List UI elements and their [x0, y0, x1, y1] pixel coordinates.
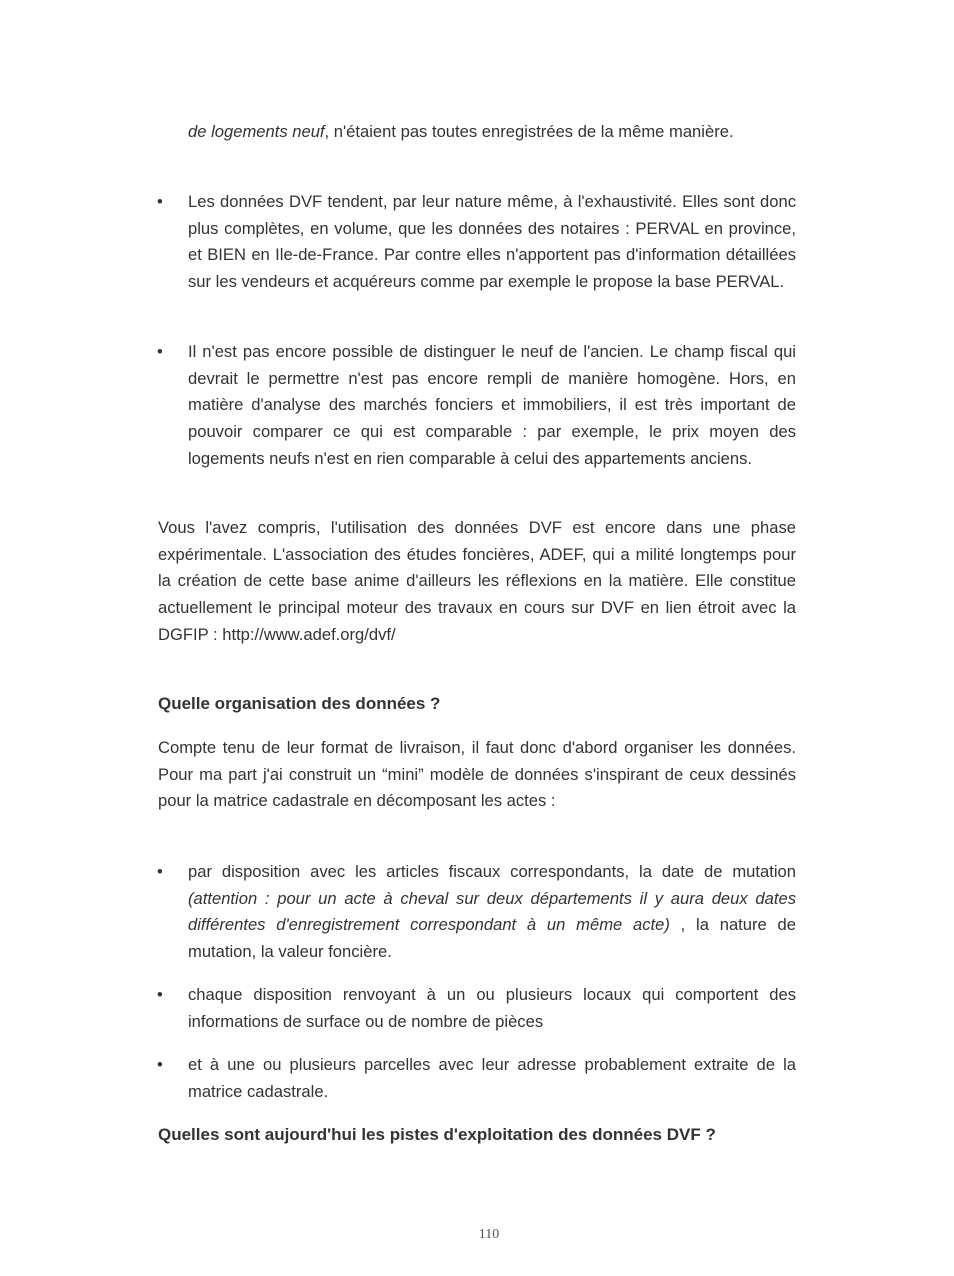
bullet-locaux	[157, 982, 796, 1035]
heading-pistes: Quelles sont aujourd'hui les pistes d'exploitation des données DVF ?	[158, 1125, 716, 1144]
text: Les données DVF tendent, par leur nature même, à l'exhaustivité. Elles sont donc plus complètes, en volume, que les données des notaires : PERVAL en province, et BIEN en Ile-de-France. Par contre elles n'apportent pas d'information détaillées sur les vendeurs et acquéreurs comme par exemple le propose la base PERVAL.	[188, 192, 796, 292]
bullet-icon: •	[157, 192, 163, 211]
bullet-neuf-ancien	[157, 339, 796, 473]
text: , la nature de mutation, la valeur foncière.	[188, 915, 796, 962]
page-number: 110	[478, 1227, 500, 1242]
bullet-icon: •	[157, 862, 163, 881]
bullet-continuation	[188, 119, 796, 146]
bullet-disposition	[157, 859, 796, 966]
italic-text: de logements neuf	[188, 122, 325, 141]
bullet-exhaustivite	[157, 189, 796, 296]
text: chaque disposition renvoyant à un ou plusieurs locaux qui comportent des informations de surface ou de nombre de pièces	[188, 985, 796, 1031]
text: , n'étaient pas toutes enregistrées de la même manière.	[324, 122, 734, 141]
paragraph-format: Compte tenu de leur format de livraison, il faut donc d'abord organiser les données. Pour ma part j'ai construit un “mini” modèle de données s'inspirant de ceux dessinés pour la matrice cadastrale en décomposant les actes :	[158, 738, 796, 811]
heading-organisation: Quelle organisation des données ?	[158, 694, 441, 713]
text: Il n'est pas encore possible de distinguer le neuf de l'ancien. Le champ fiscal qui devrait le permettre n'est pas encore rempli de manière homogène. Hors, en matière d'analyse des marchés fonciers et immobiliers, il est très important de pouvoir comparer ce qui est comparable : par exemple, le prix moyen des logements neufs n'est en rien comparable à celui des appartements anciens.	[188, 342, 796, 468]
text: et à une ou plusieurs parcelles avec leur adresse probablement extraite de la matrice cadastrale.	[188, 1055, 796, 1101]
bullet-icon: •	[157, 1055, 163, 1074]
italic-text: (attention : pour un acte à cheval sur deux départements il y aura deux dates différentes d'enregistrement correspondant à un même acte)	[188, 888, 796, 935]
bullet-icon: •	[157, 342, 163, 361]
bullet-icon: •	[157, 985, 163, 1004]
paragraph-compris: Vous l'avez compris, l'utilisation des données DVF est encore dans une phase expérimentale. L'association des études foncières, ADEF, qui a milité longtemps pour la création de cette base anime d'ailleurs les réflexions en la matière. Elle constitue actuellement le principal moteur des travaux en cours sur DVF en lien étroit avec la DGFIP : http://www.adef.org/dvf/	[158, 518, 796, 644]
text: par disposition avec les articles fiscaux correspondants, la date de mutation	[188, 862, 796, 881]
bullet-parcelles	[157, 1052, 796, 1105]
